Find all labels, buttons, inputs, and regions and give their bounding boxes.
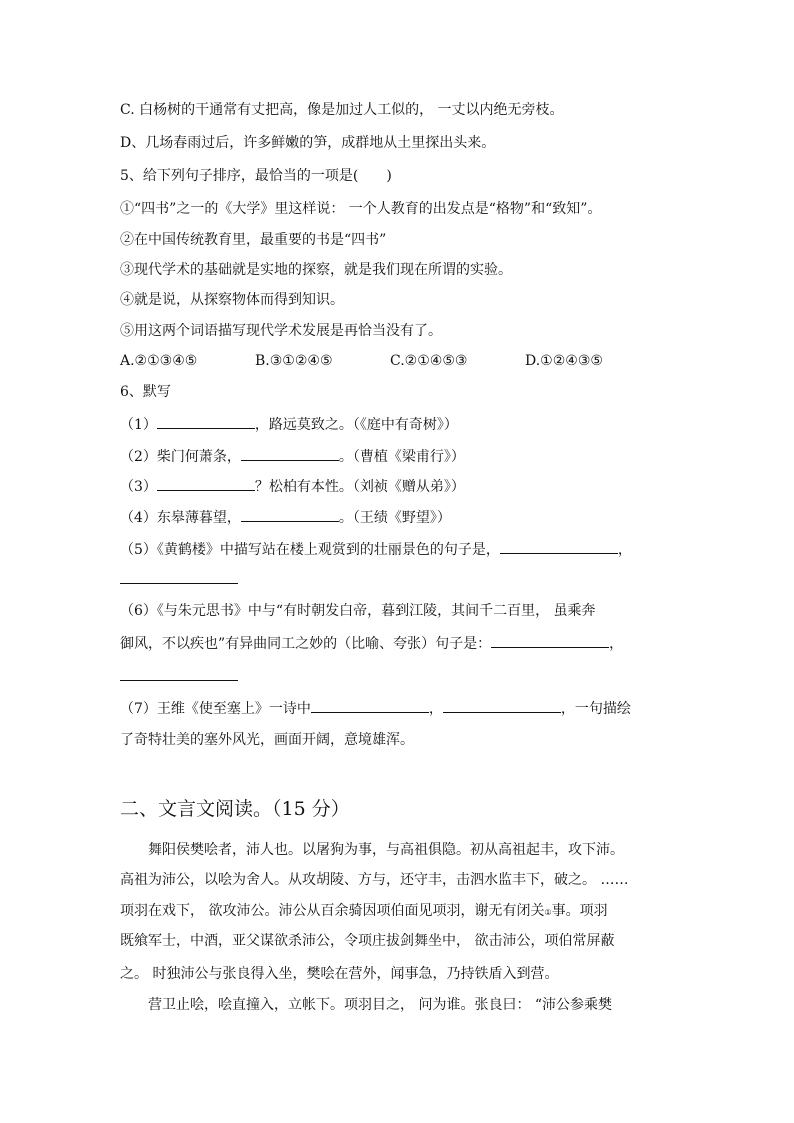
section-2-heading: 二、文言文阅读。（15 分） <box>120 798 350 820</box>
q6-item-3 <box>120 476 465 497</box>
q5-sentence-4: ④就是说，从探察物体而得到知识。 <box>120 292 344 308</box>
passage-line-2: 高祖为沛公，以哙为舍人。从攻胡陵、方与，还守丰，击泗水监丰下，破之。 …… <box>120 872 629 888</box>
q6-item-1-num: （1） <box>120 417 157 433</box>
passage-line-4: 既飨军士，中酒，亚父谋欲杀沛公，令项庄拔剑舞坐中， 欲击沛公，项伯常屏蔽 <box>120 933 615 949</box>
q6-item-7-after: ，一句描绘 <box>560 701 631 717</box>
q5-option-b: B.③①②④⑤ <box>255 353 333 369</box>
q6-item-2-blank[interactable] <box>241 446 339 461</box>
q6-item-6-blank-2[interactable] <box>120 666 238 681</box>
q5-sentence-3: ③现代学术的基础就是实地的探察，就是我们现在所谓的实验。 <box>120 262 512 278</box>
q6-item-2-text: 。（曹植《梁甫行》） <box>338 449 465 465</box>
q5-sentence-2: ②在中国传统教育里，最重要的书是“四书” <box>120 232 387 248</box>
passage-line-6: 营卫止哙，哙直撞入，立帐下。项羽目之， 问为谁。张良曰： “沛公参乘樊 <box>120 997 613 1013</box>
q6-item-5-sep: ， <box>617 542 632 558</box>
q6-item-3-text: ？松柏有本性。（刘祯《赠从弟》） <box>254 479 465 495</box>
q6-item-4 <box>120 507 451 528</box>
q6-item-7-line2: 了奇特壮美的塞外风光，画面开阔，意境雄浑。 <box>120 732 414 748</box>
q5-sentence-5: ⑤用这两个词语描写现代学术发展是再恰当没有了。 <box>120 323 442 339</box>
q5-option-a: A.②①③④⑤ <box>120 353 198 369</box>
q6-item-7-mid: ， <box>428 701 443 717</box>
q6-item-6-sep: ， <box>609 636 624 652</box>
q6-item-6-line1: （6）《与朱元思书》中与“有时朝发白帝，暮到江陵，其间千二百里， 虽乘奔 <box>120 603 596 619</box>
q6-item-2-num: （2） <box>120 449 157 465</box>
q6-heading: 6、默写 <box>120 384 171 400</box>
q6-item-6-text: 御风，不以疾也”有异曲同工之妙的（比喻、夸张）句子是： <box>120 636 492 652</box>
q5-question: 5、给下列句子排序，最恰当的一项是( ) <box>120 168 392 184</box>
q6-item-4-text: 。（王绩《野望》） <box>338 510 451 526</box>
q6-item-6-line2 <box>120 633 623 654</box>
q6-item-7-blank-2[interactable] <box>443 698 561 713</box>
q4-option-d: D、几场春雨过后，许多鲜嫩的笋，成群地从土里探出头来。 <box>120 135 496 151</box>
q6-item-4-num: （4） <box>120 510 157 526</box>
q6-item-6-line3 <box>120 666 238 687</box>
passage-line-3-text: 项羽在戏下， 欲攻沛公。沛公从百余骑因项伯面见项羽，谢无有闭关 <box>120 903 545 919</box>
q6-item-2 <box>120 446 465 467</box>
passage-line-3-end: 事。项羽 <box>551 903 608 919</box>
q6-item-2-before: 柴门何萧条， <box>156 449 241 465</box>
q6-item-4-blank[interactable] <box>241 507 339 522</box>
passage-line-5: 之。 时独沛公与张良得入坐，樊哙在营外，闻事急，乃持铁盾入到营。 <box>120 966 559 982</box>
q6-item-3-blank[interactable] <box>157 476 255 491</box>
q6-item-7-before: （7）王维《使至塞上》一诗中 <box>120 701 311 717</box>
q6-item-5-text: （5）《黄鹤楼》中描写站在楼上观赏到的壮丽景色的句子是， <box>120 542 500 558</box>
passage-line-1: 舞阳侯樊哙者，沛人也。以屠狗为事，与高祖俱隐。初从高祖起丰，攻下沛。 <box>120 842 624 858</box>
q6-item-1-blank[interactable] <box>157 414 255 429</box>
q6-item-4-before: 东皋薄暮望， <box>156 510 241 526</box>
q6-item-1 <box>120 414 458 435</box>
q6-item-7-blank-1[interactable] <box>311 698 429 713</box>
footnote-marker: ① <box>544 908 552 917</box>
q6-item-5-line2 <box>120 569 238 590</box>
q6-item-1-text: ，路远莫致之。（《庭中有奇树》） <box>254 417 458 433</box>
passage-line-3 <box>120 901 680 923</box>
q5-option-d: D.①②④③⑤ <box>525 353 603 369</box>
q5-sentence-1: ①“四书”之一的《大学》里这样说： 一个人教育的出发点是“格物”和“致知”。 <box>120 201 602 217</box>
q6-item-7-line1 <box>120 698 631 719</box>
q6-item-3-num: （3） <box>120 479 157 495</box>
q5-option-c: C.②①④⑤③ <box>390 353 468 369</box>
q6-item-6-blank-1[interactable] <box>491 633 609 648</box>
q6-item-5 <box>120 539 632 560</box>
q4-option-c: C. 白杨树的干通常有丈把高，像是加过人工似的， 一丈以内绝无旁枝。 <box>120 102 564 118</box>
q6-item-5-blank-2[interactable] <box>120 569 238 584</box>
q6-item-5-blank-1[interactable] <box>500 539 618 554</box>
q5-options <box>120 351 603 371</box>
